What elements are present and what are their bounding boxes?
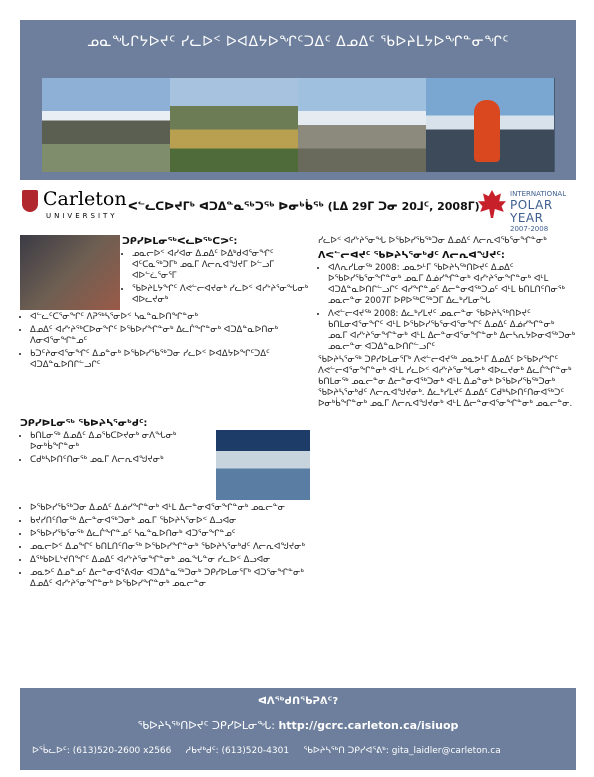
- footer-website: [20, 719, 576, 732]
- right-intro: ᓯᓚᐅᑉ ᐊᓯᔾᔨᕐᓂᖓ ᐅᖃᐅᓯᖃᖅᑐᓂ ᐃᓄᐃᑦ ᐱᓕᕆᐊᖃᕐᓂᖏᓐᓂᒃ: [318, 236, 547, 246]
- ipy-line2: POLAR YEAR: [510, 198, 553, 225]
- fax-label: ᓱᑲᔪᒃᑯᑦ:: [185, 746, 219, 756]
- list-item: • ᓄᓇᓕᐅᑉ ᐃᓄᖏᑦ ᑲᑎᒪᑎᑦᑎᓂᖅ ᐅᖃᐅᓯᖏᓐᓂᒃ ᖃᐅᔨᓴᕐᓂᒃᑯᑦ ᐱᓕᕆᐊᖑᔪᓂᒃ: [30, 542, 310, 553]
- footer-question: ᐊᐱᖅᑯᑎᖃᕈᕕᑦ?: [257, 696, 339, 707]
- list-item: • ᐊᐱᕆᓯᒪᓂᖅ 2008: ᓄᓇᕗᒻᒥ ᖃᐅᔨᓴᖅᑎᐅᔪᑦ ᐃᓄᐃᑦ ᐅᖃᐅᓯᖃᕐᓂᖏᓐᓂᒃ ᓄᓇᒥ ᐃᓅᓯᖏᓐᓂᒃ ᐊᓯᔾᔨᕐᓂᖏᓐᓂᒃ ᐊᒻᒪ ᐊᑐᐃᓐᓇᐅᑎᒋᓪᓗᒋᑦ ᐊᓯᖏᓐᓄᑦ ᐃᓕᓐᓂᐊᖅᑐᓄᑦ ᐊᒻᒪ ᑲᑎᒪᑎᑦᑎᓂᖅ ᓄᓇᓕᓐᓂ 2007ᒥ ᐅᑭᐅᖅᑕᖅᑐᒥ ᐃᓚᒃᓯᒪᓂᖓ: [328, 263, 576, 307]
- section-a-continued: [20, 312, 310, 373]
- page-title: ᓄᓇᖓᒋᔭᐅᔪᑦ ᓯᓚᐅᑉ ᐅᐊᐃᔭᐅᖏᑦᑐᐃᑦ ᐃᓄᐃᑦ ᖃᐅᔨᒪᔭᐅᖏᓐᓂᖏᑦ: [87, 34, 509, 50]
- list-item: • ᐱᕙᓪᓕᐊᔪᖅ 2008: ᐃᓚᒃᓯᒪᔪᑦ ᓄᓇᓕᓐᓂ ᖃᐅᔨᓴᖅᑎᐅᔪᑦ ᑲᑎᒪᓂᐊᕐᓂᖏᑦ ᐊᒻᒪ ᐅᖃᐅᓯᖃᕐᓂᐊᕐᓂᖏᑦ ᐃᓄᐃᑦ ᐃᓅᓯᖏᓐᓂᒃ ᓄᓇᒥ ᐊᓯᔾᔨᕐᓂᖏᓐᓂᒃ ᐊᒻᒪ ᐃᓕᓐᓂᐊᕐᓂᖏᓐᓂᒃ ᐃᓕᓴᕆᔭᐅᓂᐊᖅᑐᓂᒃ ᓄᓇᓕᓐᓂ ᐊᑐᐃᓐᓇᐅᑎᒋᓪᓗᒋᑦ: [328, 309, 576, 353]
- researcher-figure: [474, 100, 500, 162]
- maple-leaf-icon: [478, 190, 506, 218]
- list-item: • ᓄᓇᓕᐅᑉ ᐊᓯᐊᓂ ᐃᓄᐃᑦ ᐅᐃᒃᑯᐊᕐᓂᖏᑦ ᐊᑦᑕᓇᖅᑐᒥᒃ ᓄᓇᒥ ᐱᓕᕆᐊᖑᔪᒥ ᐅᓪᓗᒥ ᐊᐅᓪᓛᕐᓂᕐᒥ: [132, 249, 310, 282]
- arctic-settlement-photo: [298, 78, 427, 172]
- brand-sub: UNIVERSITY: [46, 212, 118, 220]
- phone-label: ᐅᖄᓚᐅᑦ:: [32, 746, 70, 756]
- list-item: • ᑲᑐᑦᔨᓂᐊᕐᓂᖏᑦ ᐃᓄᓐᓂᒃ ᐅᖃᐅᓯᖃᖅᑐᓂ ᓯᓚᐅᑉ ᐅᐊᐃᔭᐅᖏᑦᑐᐃᑦ ᐊᑐᐃᓐᓇᐅᑎᒋᓪᓗᒋᑦ: [30, 349, 310, 371]
- list-item: • ᑲᔪᓯᑎᑦᑎᓂᖅ ᐃᓕᓐᓂᐊᖅᑐᓂᒃ ᓄᓇᒥ ᖃᐅᔨᓴᕐᓂᐅᑉ ᐃᓗᐊᓂ: [30, 516, 310, 527]
- list-item: • ᑲᑎᒪᓂᖅ ᐃᓄᐃᑦ ᐃᓄᖃᑕᐅᔪᓂᒃ ᓂᐱᖓᓂᒃ ᐅᓂᒃᑳᖏᓐᓂᒃ: [30, 431, 212, 453]
- email-label: ᖃᐅᔨᓴᖅᑎ ᑐᑭᓯᐊᕐᕕᒃ:: [303, 746, 389, 756]
- section-a: [122, 236, 310, 308]
- email-link[interactable]: gita_laidler@carleton.ca: [391, 746, 501, 756]
- list-item: • ᖃᐅᔨᒪᔭᖏᑦ ᐱᕙᓪᓕᐊᔪᓂᒃ ᓯᓚᐅᑉ ᐊᓯᔾᔨᕐᓂᖓᓂᒃ ᐊᐅᓚᔪᓂᒃ: [132, 284, 310, 306]
- section-c-heading: ᑐᑭᓯᐅᒪᓂᖅ ᖃᐅᔨᓴᕐᓂᒃᑯᑦ:: [20, 418, 148, 429]
- tundra-flowers-photo: [170, 78, 299, 172]
- researcher-in-survival-suit-photo: [426, 78, 555, 172]
- report-subtitle: ᐸᓪᓚᑕᐅᔪᒥᒃ ᐊᑐᐃᓐᓇᖅᑐᖅ ᐅᓂᒃᑳᖅ (ᒪᐃ 29ᒥ ᑐᓂ 20ᒧᑦ, 2008ᒥ): [128, 200, 480, 213]
- list-item: • ᐅᖃᐅᓯᖃᖅᑐᓂ ᐃᓄᐃᑦ ᐃᓅᓯᖏᓐᓂᒃ ᐊᒻᒪ ᐃᓕᓐᓂᐊᕐᓂᖏᓐᓂᒃ ᓄᓇᓕᓐᓂ: [30, 503, 310, 514]
- people-around-table-photo: [20, 235, 120, 310]
- header-banner: [20, 20, 576, 180]
- list-item: • ᐃᖅᑲᐅᒪᔾᔪᑎᖏᑦ ᐃᓄᐃᑦ ᐊᓯᔾᔨᕐᓂᖏᓐᓂᒃ ᓄᓇᖓᓐᓂ ᓯᓚᐅᑉ ᐃᓗᐊᓂ: [30, 555, 310, 566]
- footer: [20, 688, 576, 770]
- mountain-landscape-photo: [42, 78, 171, 172]
- phone-number: (613)520-2600 x2566: [72, 746, 172, 756]
- website-link[interactable]: http://gcrc.carleton.ca/isiuop: [278, 719, 459, 732]
- section-c: [20, 418, 212, 468]
- list-item: • ᐅᖃᐅᓯᖃᕐᓂᖅ ᐃᓚᒌᖏᓐᓄᑦ ᓴᓇᓐᓇᐅᑎᓂᒃ ᐊᑐᕐᓂᖏᓐᓄᑦ: [30, 529, 310, 540]
- list-item: • ᐊᓪᓚᑦᑕᕐᓂᖏᑦ ᐱᕈᖅᓴᕐᓂᐅᑉ ᓴᓇᓐᓇᐅᑎᖏᓐᓂᒃ: [30, 312, 310, 323]
- list-item: • ᓄᓇᕗᑦ ᐃᓄᓐᓄᑦ ᐃᓕᓐᓂᐊᕐᕕᐊᓂ ᐊᑐᐃᓐᓇᖅᑐᓂᒃ ᑐᑭᓯᐅᒪᓂᕐᒥᒃ ᐊᑐᕐᓂᖏᓐᓂᒃ ᐃᓄᐃᑦ ᐊᓯᔾᔨᕐᓂᖏᓐᓂᒃ ᐅᖃᐅᓯᖏᓐᓂᒃ ᓄᓇᓕᓐᓂ: [30, 568, 310, 590]
- section-d: [20, 503, 310, 592]
- right-column: [318, 236, 576, 413]
- fax-number: (613)520-4301: [221, 746, 290, 756]
- right-heading: ᐱᕙᓪᓕᐊᔪᑦ ᖃᐅᔨᓴᕐᓂᒃᑯᑦ ᐱᓕᕆᐊᖑᔪᑦ:: [318, 250, 505, 261]
- ipy-line1: INTERNATIONAL: [510, 190, 567, 198]
- carleton-logo: [22, 188, 127, 228]
- footer-contacts: [32, 746, 564, 756]
- section-a-heading: ᑐᑭᓯᐅᒪᓂᖅᐸᓚᐅᖅᑕᕗᑦ:: [122, 236, 238, 247]
- crest-icon: [22, 190, 38, 212]
- list-item: • ᑕᑯᒃᓴᐅᑎᑦᑎᓂᖅ ᓄᓇᒥ ᐱᓕᕆᐊᖑᔪᓂᒃ: [30, 455, 212, 466]
- ipy-logo: [474, 184, 578, 233]
- website-label: ᖃᐅᔨᓴᖅᑎᐅᔪᑦ ᑐᑭᓯᐅᒪᓂᖓ:: [137, 719, 275, 732]
- brand-name: Carleton: [43, 188, 127, 210]
- icebergs-in-bay-photo: [216, 430, 310, 500]
- ipy-line3: 2007-2008: [510, 225, 549, 233]
- list-item: • ᐃᓄᐃᑦ ᐊᓯᔾᔨᖅᑕᐅᓂᖏᑦ ᐅᖃᐅᓯᖏᓐᓂᒃ ᐃᓚᒌᖏᓐᓂᒃ ᐊᑐᐃᓐᓇᐅᑎᓂᒃ ᐱᓂᐊᕐᓂᖏᓐᓄᑦ: [30, 325, 310, 347]
- right-closing: ᖃᐅᔨᓴᕐᓂᖅ ᑐᑭᓯᐅᒪᓂᕐᒥᒃ ᐱᕙᓪᓕᐊᔪᖅ ᓄᓇᕗᒻᒥ ᐃᓄᐃᑦ ᐅᖃᐅᓯᖏᑦ ᐱᕙᓪᓕᐊᕐᓂᖏᓐᓂᒃ ᐊᒻᒪ ᓯᓚᐅᑉ ᐊᓯᔾᔨᕐᓂᖓᓂᒃ ᐊᐅᓚᔪᓂᒃ ᐃᓚᒌᖏᓐᓂᒃ ᑲᑎᒪᓂᖅ ᓄᓇᓕᓐᓂ ᐃᓕᓐᓂᐊᖅᑐᓂᒃ ᐊᒻᒪ ᐃᓄᓐᓂᒃ ᐅᖃᐅᓯᖃᖅᑐᓂᒃ ᖃᐅᔨᓴᕐᓂᒃᑯᑦ ᐱᓕᕆᐊᖑᔪᓂᒃ. ᐃᓚᒃᓯᒪᔪᑦ ᐃᓄᐃᑦ ᑕᑯᒃᓴᐅᑎᑦᑎᓂᐊᖅᑐᑦ ᐅᓂᒃᑳᖏᓐᓂᒃ ᓄᓇᒥ ᐱᓕᕆᐊᖑᔪᓂᒃ ᐊᒻᒪ ᐃᓕᓐᓂᐊᕐᓂᖏᓐᓂᒃ ᓄᓇᓕᓐᓂ.: [318, 355, 573, 409]
